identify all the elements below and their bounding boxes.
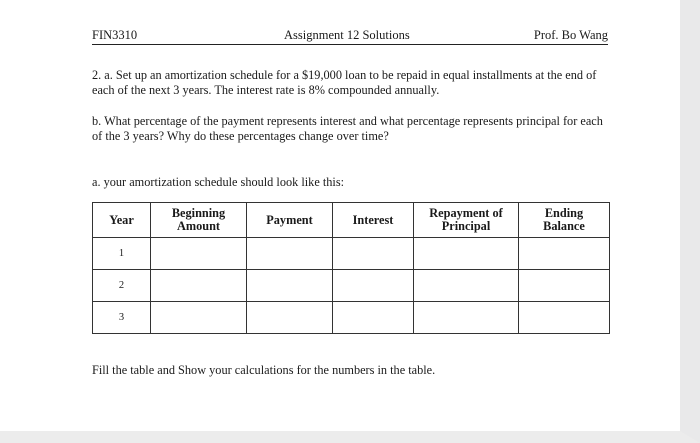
header-ending-line2: Balance xyxy=(543,219,585,233)
header-repayment-line1: Repayment of xyxy=(429,206,503,220)
assignment-title: Assignment 12 Solutions xyxy=(284,28,410,42)
instructions-footer: Fill the table and Show your calculations for the numbers in the table. xyxy=(92,363,436,377)
header-interest: Interest xyxy=(333,203,414,238)
cell-ending xyxy=(519,302,610,334)
header-beginning-line2: Amount xyxy=(176,219,221,233)
professor-name: Prof. Bo Wang xyxy=(533,28,608,42)
header-repayment-principal xyxy=(414,203,519,238)
cell-interest xyxy=(333,238,414,270)
cell-payment xyxy=(247,238,333,270)
question-part-a: 2. a. Set up an amortization schedule for a $19,000 loan to be repaid in equal installments at the end of each of the next 3 years. The interest rate is 8% compounded annually. xyxy=(92,68,597,97)
header-ending-balance xyxy=(519,203,610,238)
cell-ending xyxy=(519,270,610,302)
header-beginning-line1: Beginning xyxy=(171,206,226,220)
header-repayment-line2: Principal xyxy=(441,219,491,233)
cell-beginning xyxy=(151,302,247,334)
header-ending-line1: Ending xyxy=(544,206,584,220)
cell-interest xyxy=(333,270,414,302)
cell-year: 3 xyxy=(93,302,151,334)
cell-ending xyxy=(519,238,610,270)
header-payment: Payment xyxy=(247,203,333,238)
cell-payment xyxy=(247,302,333,334)
cell-beginning xyxy=(151,270,247,302)
cell-repayment xyxy=(414,238,519,270)
table-row xyxy=(93,302,610,334)
header-beginning-amount xyxy=(151,203,247,238)
cell-repayment xyxy=(414,302,519,334)
cell-repayment xyxy=(414,270,519,302)
cell-payment xyxy=(247,270,333,302)
course-code: FIN3310 xyxy=(92,28,138,42)
cell-beginning xyxy=(151,238,247,270)
cell-year: 2 xyxy=(93,270,151,302)
table-row xyxy=(93,270,610,302)
page-header xyxy=(92,28,608,45)
cell-year: 1 xyxy=(93,238,151,270)
schedule-intro: a. your amortization schedule should look like this: xyxy=(92,175,345,189)
header-year: Year xyxy=(93,203,151,238)
amortization-table xyxy=(92,202,610,334)
cell-interest xyxy=(333,302,414,334)
question-part-b: b. What percentage of the payment represents interest and what percentage represents principal for each of the 3 years? Why do these percentages change over time? xyxy=(92,114,603,143)
table-header-row xyxy=(93,203,610,238)
table-row xyxy=(93,238,610,270)
